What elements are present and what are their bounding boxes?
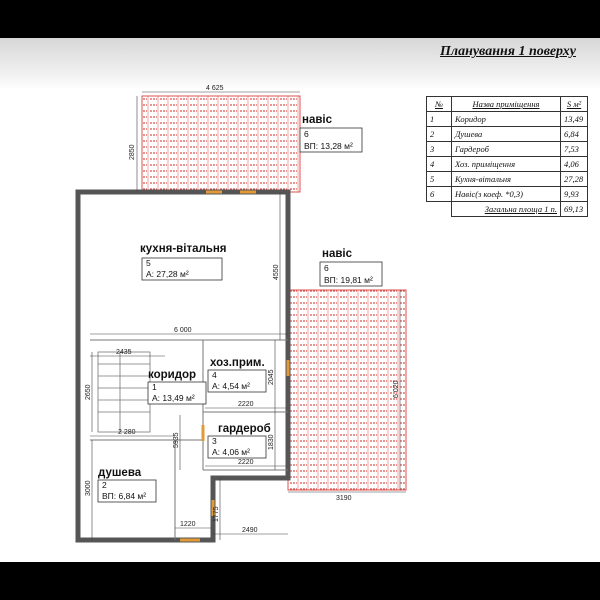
canopy-top-hatch [142, 96, 300, 192]
header-num: № [427, 97, 452, 112]
row-area: 13,49 [561, 112, 588, 127]
dim-top-width: 4 625 [206, 85, 224, 92]
row-area: 7,53 [561, 142, 588, 157]
wardrobe-name: гардероб [218, 423, 271, 435]
dim-kitchen-height: 4550 [273, 264, 280, 280]
table-row [427, 172, 588, 187]
dim-storage-height: 2045 [268, 369, 275, 385]
row-name: Кухня-вітальня [452, 172, 561, 187]
header-name: Назва приміщення [452, 97, 561, 112]
row-area: 4,06 [561, 157, 588, 172]
total-label: Загальна площа 1 п. [452, 202, 561, 217]
kitchen-area: А: 27,28 м² [146, 269, 189, 279]
row-name: Хоз. приміщення [452, 157, 561, 172]
dim-corridor-height: 5935 [173, 432, 180, 448]
kitchen-name: кухня-вітальня [140, 243, 227, 255]
dim-stair-height: 2650 [85, 384, 92, 400]
row-name: Навіс(з коеф. *0,3) [452, 187, 561, 202]
table-row [427, 112, 588, 127]
table-row [427, 157, 588, 172]
storage-area: А: 4,54 м² [212, 381, 250, 391]
row-num: 6 [427, 187, 452, 202]
dim-door-width: 1220 [180, 521, 196, 528]
shower-area: ВП: 6,84 м² [102, 491, 147, 501]
wardrobe-number: 3 [212, 436, 217, 446]
canopy-right-name: навіс [322, 248, 353, 260]
row-num: 4 [427, 157, 452, 172]
corridor-number: 1 [152, 382, 157, 392]
row-num: 5 [427, 172, 452, 187]
stairs [98, 352, 150, 432]
row-area: 27,28 [561, 172, 588, 187]
row-num: 2 [427, 127, 452, 142]
header-area: S м² [561, 97, 588, 112]
wardrobe-area: А: 4,06 м² [212, 447, 250, 457]
total-spacer [427, 202, 452, 217]
table-row [427, 142, 588, 157]
row-name: Гардероб [452, 142, 561, 157]
row-area: 6,84 [561, 127, 588, 142]
dim-canopy-height: 6 020 [393, 380, 400, 398]
storage-name: хоз.прим. [210, 357, 265, 369]
storage-number: 4 [212, 370, 217, 380]
table-row [427, 127, 588, 142]
dim-stair-width: 2435 [116, 349, 132, 356]
kitchen-number: 5 [146, 258, 151, 268]
row-name: Душева [452, 127, 561, 142]
canopy-right-area: ВП: 19,81 м² [324, 275, 373, 285]
table-total-row [427, 202, 588, 217]
dim-shower-height: 3000 [85, 480, 92, 496]
row-name: Коридор [452, 112, 561, 127]
row-num: 1 [427, 112, 452, 127]
canopy-top-area: ВП: 13,28 м² [304, 141, 353, 151]
dim-top-height: 2850 [129, 144, 136, 160]
canopy-top-name: навіс [302, 114, 333, 126]
area-table [426, 96, 588, 217]
canopy-right-number: 6 [324, 263, 329, 273]
corridor-name: коридор [148, 369, 197, 381]
table-header-row [427, 97, 588, 112]
dim-corridor-width: 2 280 [118, 429, 136, 436]
dim-bottom-height: 1775 [213, 506, 220, 522]
dim-wardrobe-height: 1830 [268, 434, 275, 450]
dim-mid-width: 6 000 [174, 327, 192, 334]
shower-name: душева [98, 467, 142, 479]
sheet-title: Планування 1 поверху [440, 44, 576, 59]
corridor-area: А: 13,49 м² [152, 393, 195, 403]
canopy-right-hatch [288, 290, 406, 490]
row-area: 9,93 [561, 187, 588, 202]
dim-bottom-width: 2490 [242, 527, 258, 534]
dim-wardrobe-width: 2220 [238, 459, 254, 466]
total-value: 69,13 [561, 202, 588, 217]
shower-number: 2 [102, 480, 107, 490]
dim-storage-width: 2220 [238, 401, 254, 408]
bottom-black-bar [0, 562, 600, 600]
row-num: 3 [427, 142, 452, 157]
dim-canopy-width: 3190 [336, 495, 352, 502]
canopy-top-number: 6 [304, 129, 309, 139]
table-row [427, 187, 588, 202]
